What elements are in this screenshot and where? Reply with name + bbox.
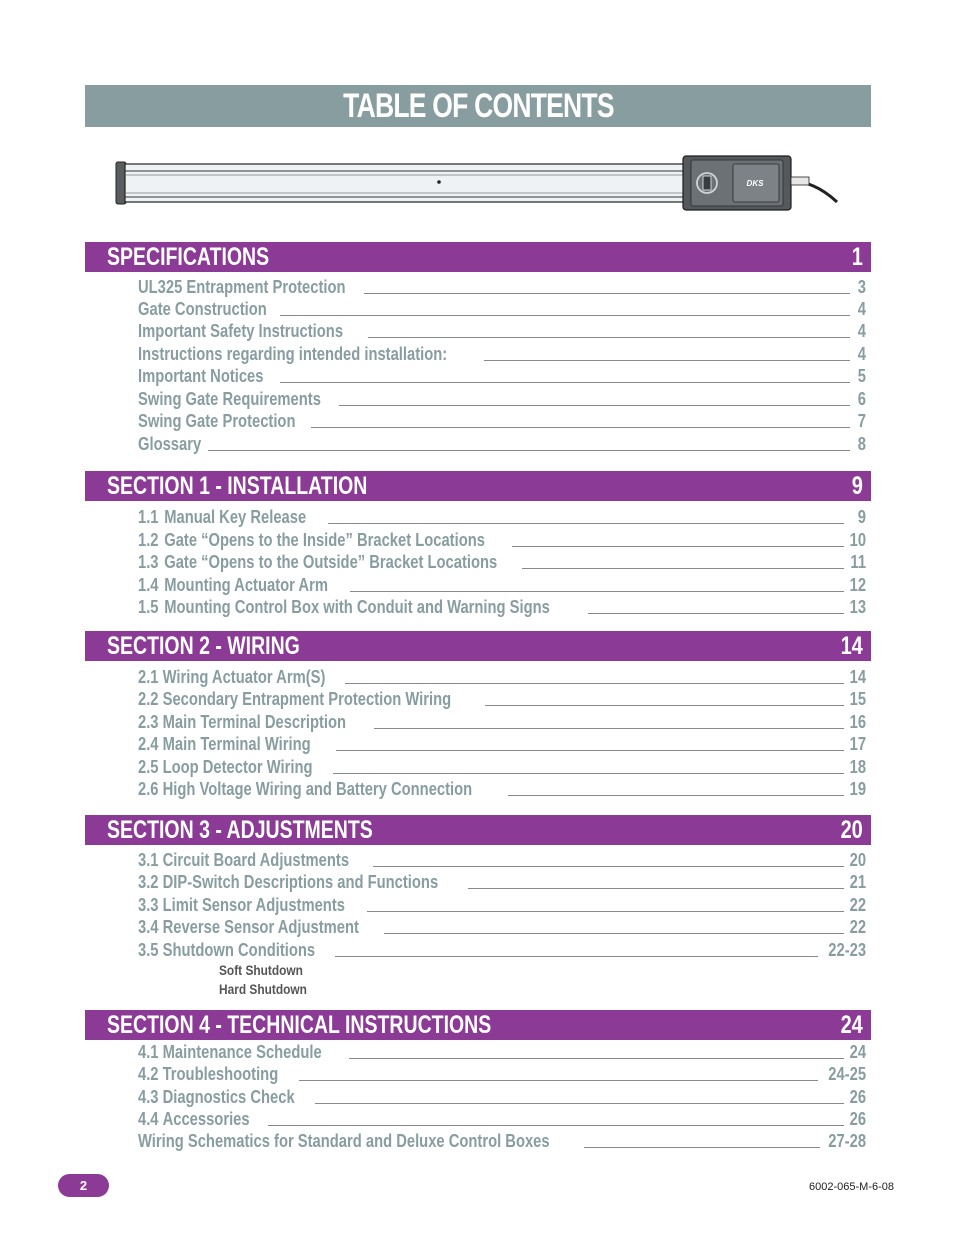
section-header-installation[interactable] <box>85 471 871 501</box>
toc-entry[interactable] <box>138 756 866 778</box>
toc-page: 20 <box>849 850 866 870</box>
toc-label: Swing Gate Protection <box>138 410 298 432</box>
section-title: SECTION 1 - INSTALLATION <box>107 472 368 500</box>
toc-label: 1.2 Gate “Opens to the Inside” Bracket Locations <box>138 529 487 551</box>
actuator-arm-image <box>115 152 845 214</box>
toc-page: 11 <box>850 552 866 572</box>
toc-page: 22 <box>849 895 866 915</box>
page-number-badge: 2 <box>58 1174 109 1197</box>
toc-label: 2.6 High Voltage Wiring and Battery Connection <box>138 778 475 800</box>
section-header-technical-instructions[interactable] <box>85 1010 871 1040</box>
toc-page: 22 <box>849 917 866 937</box>
toc-page: 14 <box>849 667 866 687</box>
toc-label: Instructions regarding intended installation: <box>138 343 450 365</box>
toc-entry[interactable] <box>138 871 866 893</box>
toc-page: 10 <box>849 530 866 550</box>
toc-label: Important Safety Instructions <box>138 320 345 342</box>
toc-page: 22-23 <box>828 940 866 960</box>
toc-entry[interactable] <box>138 410 866 432</box>
toc-page: 17 <box>849 734 866 754</box>
toc-entry[interactable] <box>138 529 866 551</box>
toc-entry[interactable] <box>138 596 866 618</box>
toc-page: 24 <box>849 1042 866 1062</box>
toc-page: 3 <box>857 277 866 297</box>
toc-page: 26 <box>849 1109 866 1129</box>
toc-entry[interactable] <box>138 433 866 455</box>
toc-label: 3.3 Limit Sensor Adjustments <box>138 894 347 916</box>
toc-label: 3.2 DIP-Switch Descriptions and Functions <box>138 871 441 893</box>
toc-entry[interactable] <box>138 666 866 688</box>
toc-label: 3.4 Reverse Sensor Adjustment <box>138 916 361 938</box>
toc-label: Gate Construction <box>138 298 269 320</box>
section-page: 24 <box>840 1011 863 1039</box>
toc-page: 8 <box>857 434 866 454</box>
toc-entry[interactable] <box>138 1108 866 1130</box>
section-title: SPECIFICATIONS <box>107 243 270 271</box>
toc-page: 9 <box>857 507 866 527</box>
toc-label: 4.2 Troubleshooting <box>138 1063 281 1085</box>
toc-entry[interactable] <box>138 1130 866 1152</box>
page-title <box>85 85 871 127</box>
toc-page: 27-28 <box>828 1131 866 1151</box>
toc-page: 24-25 <box>828 1064 866 1084</box>
toc-entry[interactable] <box>138 1041 866 1063</box>
toc-entry[interactable] <box>138 688 866 710</box>
toc-subitem[interactable]: Hard Shutdown <box>219 981 307 997</box>
toc-page: 13 <box>849 597 866 617</box>
toc-label: 1.3 Gate “Opens to the Outside” Bracket Locations <box>138 551 500 573</box>
toc-entry[interactable] <box>138 298 866 320</box>
toc-label: 1.5 Mounting Control Box with Conduit and Warning Signs <box>138 596 552 618</box>
toc-label: 2.2 Secondary Entrapment Protection Wiring <box>138 688 454 710</box>
toc-label: Important Notices <box>138 365 266 387</box>
toc-label: Swing Gate Requirements <box>138 388 323 410</box>
toc-entry[interactable] <box>138 343 866 365</box>
toc-entry[interactable] <box>138 320 866 342</box>
toc-entry[interactable] <box>138 1063 866 1085</box>
toc-page: 18 <box>849 757 866 777</box>
section-title: SECTION 2 - WIRING <box>107 632 300 660</box>
page-title-text: TABLE OF CONTENTS <box>342 87 614 125</box>
section-header-adjustments[interactable] <box>85 815 871 845</box>
section-page: 20 <box>840 816 863 844</box>
toc-page: 4 <box>857 321 866 341</box>
toc-page: 19 <box>849 779 866 799</box>
toc-entry[interactable] <box>138 711 866 733</box>
toc-subitem[interactable]: Soft Shutdown <box>219 962 303 978</box>
toc-entry[interactable] <box>138 506 866 528</box>
toc-page: 12 <box>849 575 866 595</box>
toc-page: 4 <box>857 299 866 319</box>
toc-label: 4.3 Diagnostics Check <box>138 1086 297 1108</box>
toc-page: 5 <box>857 366 866 386</box>
toc-page: 4 <box>857 344 866 364</box>
section-title: SECTION 3 - ADJUSTMENTS <box>107 816 373 844</box>
section-page: 1 <box>851 243 863 271</box>
toc-entry[interactable] <box>138 276 866 298</box>
document-code: 6002-065-M-6-08 <box>809 1181 894 1193</box>
toc-label: Wiring Schematics for Standard and Deluxe Control Boxes <box>138 1130 552 1152</box>
toc-label: 4.4 Accessories <box>138 1108 252 1130</box>
toc-entry[interactable] <box>138 551 866 573</box>
toc-entry[interactable] <box>138 939 866 961</box>
section-page: 14 <box>840 632 863 660</box>
section-title: SECTION 4 - TECHNICAL INSTRUCTIONS <box>107 1011 492 1039</box>
toc-label: UL325 Entrapment Protection <box>138 276 348 298</box>
toc-label: 2.1 Wiring Actuator Arm(S) <box>138 666 328 688</box>
toc-label: 2.4 Main Terminal Wiring <box>138 733 313 755</box>
toc-page: 7 <box>857 411 866 431</box>
toc-label: Glossary <box>138 433 204 455</box>
brand-logo: DKS <box>746 179 764 188</box>
toc-page: 15 <box>849 689 866 709</box>
toc-page: 21 <box>849 872 866 892</box>
toc-label: 1.4 Mounting Actuator Arm <box>138 574 330 596</box>
section-page: 9 <box>851 472 863 500</box>
toc-entry[interactable] <box>138 733 866 755</box>
section-header-wiring[interactable] <box>85 631 871 661</box>
toc-label: 4.1 Maintenance Schedule <box>138 1041 324 1063</box>
toc-label: 3.1 Circuit Board Adjustments <box>138 849 351 871</box>
toc-page: 16 <box>849 712 866 732</box>
toc-entry[interactable] <box>138 1086 866 1108</box>
toc-entry[interactable] <box>138 894 866 916</box>
toc-entry[interactable] <box>138 388 866 410</box>
toc-label: 2.5 Loop Detector Wiring <box>138 756 315 778</box>
toc-entry[interactable] <box>138 916 866 938</box>
toc-entry[interactable] <box>138 365 866 387</box>
toc-page: 26 <box>849 1087 866 1107</box>
section-header-specifications[interactable] <box>85 242 871 272</box>
toc-entry[interactable] <box>138 849 866 871</box>
toc-label: 3.5 Shutdown Conditions <box>138 939 318 961</box>
toc-label: 1.1 Manual Key Release <box>138 506 309 528</box>
toc-page: 6 <box>857 389 866 409</box>
toc-entry[interactable] <box>138 778 866 800</box>
toc-entry[interactable] <box>138 574 866 596</box>
toc-label: 2.3 Main Terminal Description <box>138 711 349 733</box>
